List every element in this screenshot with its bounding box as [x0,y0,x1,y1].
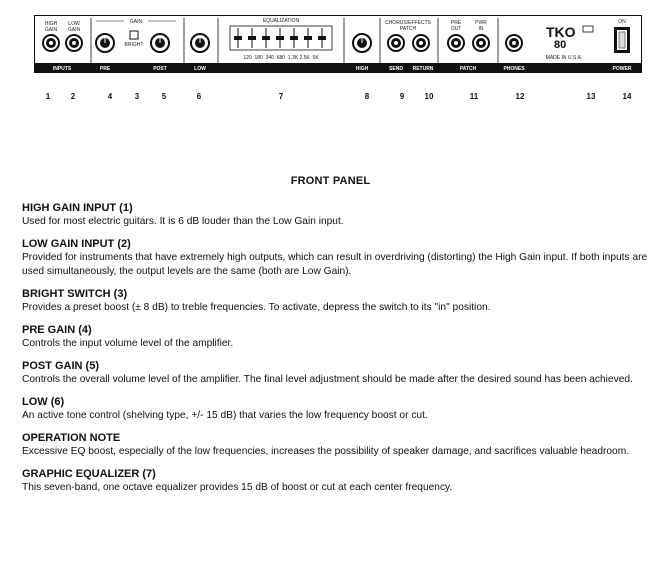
section-heading: LOW (6) [22,395,65,408]
patch-section-label: PATCH [459,66,477,72]
high-gain-jack[interactable] [43,35,59,51]
section-high-gain-input [22,202,652,229]
low-gain-label-1: LOW [68,21,80,27]
callout-12: 12 [515,92,525,101]
section-bright-switch [22,288,652,315]
high-gain-label-2: GAIN [44,27,58,33]
section-heading: GRAPHIC EQUALIZER (7) [22,467,156,480]
callout-4: 4 [107,92,113,101]
chorus-effects-label-2: PATCH [399,26,417,32]
pre-out-label-2: OUT [450,26,462,32]
section-graphic-equalizer [22,468,652,495]
post-section-label: POST [153,66,167,72]
amplifier-front-panel-diagram [34,15,642,73]
pwr-in-label-2: IN [478,26,484,32]
brand-logo: TKO [546,24,576,40]
section-heading: PRE GAIN (4) [22,323,92,336]
callout-2: 2 [70,92,76,101]
section-pre-gain [22,324,652,351]
callout-3: 3 [134,92,140,101]
section-body: Provided for instruments that have extremely high outputs, which can result in overdriving (distorting) the High Gain input. If both inputs are used simultaneously, the output levels are the same (both are Low Gain). [22,252,648,277]
callout-6: 6 [196,92,202,101]
return-section-label: RETURN [412,66,434,72]
section-body: Controls the overall volume level of the amplifier. The final level adjustment should be made after the desired sound has been achieved. [22,373,633,385]
post-gain-knob[interactable] [151,34,169,52]
high-section-label: HIGH [355,66,369,72]
section-body: This seven-band, one octave equalizer provides 15 dB of boost or cut at each center frequency. [22,481,453,493]
section-low-gain-input [22,238,652,278]
chorus-effects-label-1: CHORUS/EFFECTS [385,20,431,26]
pre-gain-knob[interactable] [96,34,114,52]
low-knob[interactable] [191,34,209,52]
section-heading: LOW GAIN INPUT (2) [22,238,131,250]
page-title: FRONT PANEL [290,175,371,187]
callout-1: 1 [45,92,51,101]
callout-numbers [0,92,661,104]
section-heading: OPERATION NOTE [22,431,121,444]
section-post-gain [22,360,652,387]
section-heading: BRIGHT SWITCH (3) [22,287,128,300]
callout-7: 7 [278,92,284,101]
eq-frequencies: 120 180 340 680 1.3K 2.5K 5K [243,55,319,61]
feature-descriptions [22,202,652,504]
phones-jack[interactable] [506,35,522,51]
callout-8: 8 [364,92,370,101]
callout-10: 10 [424,92,434,101]
callout-14: 14 [622,92,632,101]
section-heading: POST GAIN (5) [22,359,100,372]
section-body: An active tone control (shelving type, +/- 15 dB) that varies the low frequency boost or cut. [22,409,428,421]
callout-9: 9 [399,92,405,101]
pre-out-jack[interactable] [448,35,464,51]
section-body: Used for most electric guitars. It is 6 dB louder than the Low Gain input. [22,216,344,227]
send-section-label: SEND [389,66,403,72]
inputs-section-label: INPUTS [52,66,72,72]
model-number: 80 [554,39,567,51]
section-heading: HIGH GAIN INPUT (1) [22,202,133,214]
gain-label: GAIN [129,19,143,25]
section-operation-note [22,432,652,459]
on-label: ON [618,19,626,25]
pre-out-label-1: PRE [450,20,462,26]
eq-label: EQUALIZATION [262,18,300,24]
pwr-in-jack[interactable] [473,35,489,51]
section-body: Controls the input volume level of the amplifier. [22,337,234,349]
send-jack[interactable] [388,35,404,51]
pwr-in-label-1: PWR [475,20,487,26]
pre-section-label: PRE [99,66,111,72]
return-jack[interactable] [413,35,429,51]
section-body: Excessive EQ boost, especially of the low frequencies, increases the possibility of speaker damage, and sacrifices valuable headroom. [22,445,630,457]
bright-switch[interactable] [130,31,138,39]
power-indicator-lamp [583,26,593,32]
graphic-eq-sliders[interactable] [230,26,332,50]
power-section-label: POWER [612,66,632,72]
low-gain-jack[interactable] [66,35,82,51]
section-body: Provides a preset boost (± 8 dB) to treble frequencies. To activate, depress the switch to its "in" position. [22,301,491,313]
bright-label: BRIGHT [124,42,144,48]
callout-11: 11 [469,92,479,101]
high-knob[interactable] [353,34,371,52]
callout-13: 13 [586,92,596,101]
section-low [22,396,652,423]
low-section-label: LOW [194,66,206,72]
high-gain-label-1: HIGH [44,21,58,27]
callout-5: 5 [161,92,167,101]
low-gain-label-2: GAIN [67,27,81,33]
power-switch[interactable] [614,27,630,53]
made-in-usa: MADE IN U.S.A. [545,55,583,61]
phones-section-label: PHONES [503,66,525,72]
